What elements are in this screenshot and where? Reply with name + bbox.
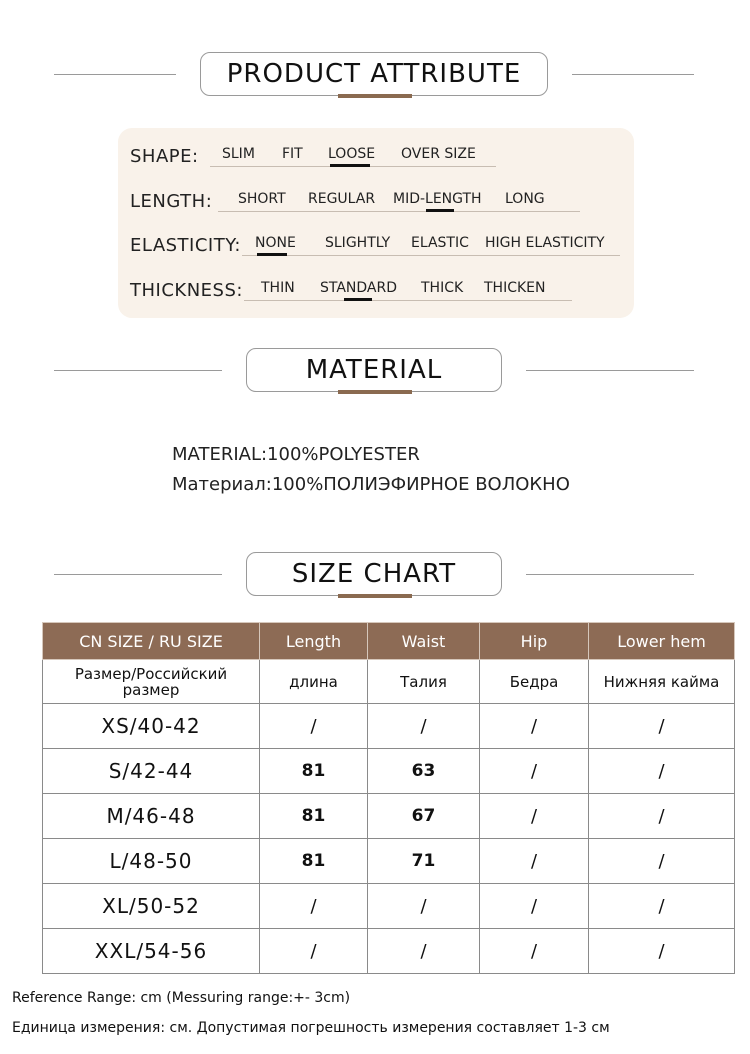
option-long: LONG — [505, 191, 545, 207]
attribute-rule — [218, 211, 580, 212]
option-elastic: ELASTIC — [411, 235, 469, 251]
product-attribute-header — [0, 52, 750, 102]
attribute-label: LENGTH: — [130, 191, 213, 212]
title-underbar — [338, 390, 412, 394]
cell-length: / — [260, 884, 368, 929]
header-lower-hem: Lower hem — [589, 623, 735, 660]
attribute-panel — [118, 128, 634, 318]
table-header-row — [43, 623, 735, 660]
option-over-size: OVER SIZE — [401, 146, 476, 162]
product-attribute-title: PRODUCT ATTRIBUTE — [200, 52, 548, 96]
option-none: NONE — [255, 235, 296, 251]
selected-marker — [344, 298, 372, 301]
cell-waist: / — [368, 929, 480, 974]
attribute-rule — [244, 300, 572, 301]
subheader-size: Размер/Российский размер — [43, 660, 260, 704]
selected-marker — [426, 209, 454, 212]
option-slim: SLIM — [222, 146, 255, 162]
attribute-label: THICKNESS: — [130, 280, 243, 301]
size-chart-title: SIZE CHART — [246, 552, 502, 596]
cell-length: 81 — [260, 839, 368, 884]
option-thin: THIN — [261, 280, 295, 296]
cell-length: / — [260, 704, 368, 749]
cell-hip: / — [480, 839, 589, 884]
attribute-label: SHAPE: — [130, 146, 199, 167]
option-slightly: SLIGHTLY — [325, 235, 391, 251]
cell-size: XS/40-42 — [43, 704, 260, 749]
cell-size: XL/50-52 — [43, 884, 260, 929]
option-thicken: THICKEN — [484, 280, 546, 296]
cell-hip: / — [480, 704, 589, 749]
attribute-row-elasticity — [118, 229, 634, 259]
material-russian: Материал:100%ПОЛИЭФИРНОЕ ВОЛОКНО — [172, 474, 570, 495]
table-row — [43, 704, 735, 749]
option-fit: FIT — [282, 146, 303, 162]
header-waist: Waist — [368, 623, 480, 660]
divider-left — [54, 574, 222, 575]
cell-waist: 71 — [368, 839, 480, 884]
size-chart-table — [42, 622, 735, 974]
attribute-label: ELASTICITY: — [130, 235, 241, 256]
material-title: MATERIAL — [246, 348, 502, 392]
table-row — [43, 884, 735, 929]
material-header — [0, 348, 750, 398]
cell-hip: / — [480, 749, 589, 794]
subheader-length: длина — [260, 660, 368, 704]
divider-right — [526, 574, 694, 575]
title-underbar — [338, 94, 412, 98]
option-thick: THICK — [421, 280, 464, 296]
attribute-rule — [242, 255, 620, 256]
table-subheader-row — [43, 660, 735, 704]
option-loose: LOOSE — [328, 146, 376, 162]
option-regular: REGULAR — [308, 191, 376, 207]
cell-hip: / — [480, 794, 589, 839]
attribute-row-thickness — [118, 274, 634, 304]
divider-right — [526, 370, 694, 371]
attribute-row-length — [118, 185, 634, 215]
cell-waist: / — [368, 884, 480, 929]
header-hip: Hip — [480, 623, 589, 660]
cell-waist: 63 — [368, 749, 480, 794]
cell-lower-hem: / — [589, 884, 735, 929]
divider-left — [54, 370, 222, 371]
cell-waist: / — [368, 704, 480, 749]
cell-lower-hem: / — [589, 749, 735, 794]
footnote-english: Reference Range: cm (Messuring range:+- 3cm) — [12, 990, 351, 1006]
cell-lower-hem: / — [589, 704, 735, 749]
divider-right — [572, 74, 694, 75]
option-mid-length: MID-LENGTH — [393, 191, 482, 207]
divider-left — [54, 74, 176, 75]
cell-hip: / — [480, 929, 589, 974]
cell-length: 81 — [260, 794, 368, 839]
table-row — [43, 794, 735, 839]
size-chart-header — [0, 552, 750, 602]
cell-lower-hem: / — [589, 839, 735, 884]
cell-length: 81 — [260, 749, 368, 794]
footnote-russian: Единица измерения: см. Допустимая погрешность измерения составляет 1-3 см — [12, 1020, 610, 1036]
cell-size: S/42-44 — [43, 749, 260, 794]
option-high-elasticity: HIGH ELASTICITY — [485, 235, 605, 251]
selected-marker — [330, 164, 370, 167]
cell-size: M/46-48 — [43, 794, 260, 839]
header-size: CN SIZE / RU SIZE — [43, 623, 260, 660]
cell-lower-hem: / — [589, 929, 735, 974]
table-row — [43, 839, 735, 884]
selected-marker — [257, 253, 287, 256]
option-standard: STANDARD — [320, 280, 398, 296]
cell-length: / — [260, 929, 368, 974]
cell-lower-hem: / — [589, 794, 735, 839]
cell-waist: 67 — [368, 794, 480, 839]
table-row — [43, 749, 735, 794]
cell-size: XXL/54-56 — [43, 929, 260, 974]
table-row — [43, 929, 735, 974]
subheader-lower-hem: Нижняя кайма — [589, 660, 735, 704]
material-english: MATERIAL:100%POLYESTER — [172, 444, 420, 465]
subheader-hip: Бедра — [480, 660, 589, 704]
attribute-row-shape — [118, 140, 634, 170]
title-underbar — [338, 594, 412, 598]
cell-size: L/48-50 — [43, 839, 260, 884]
subheader-waist: Талия — [368, 660, 480, 704]
option-short: SHORT — [238, 191, 286, 207]
cell-hip: / — [480, 884, 589, 929]
header-length: Length — [260, 623, 368, 660]
